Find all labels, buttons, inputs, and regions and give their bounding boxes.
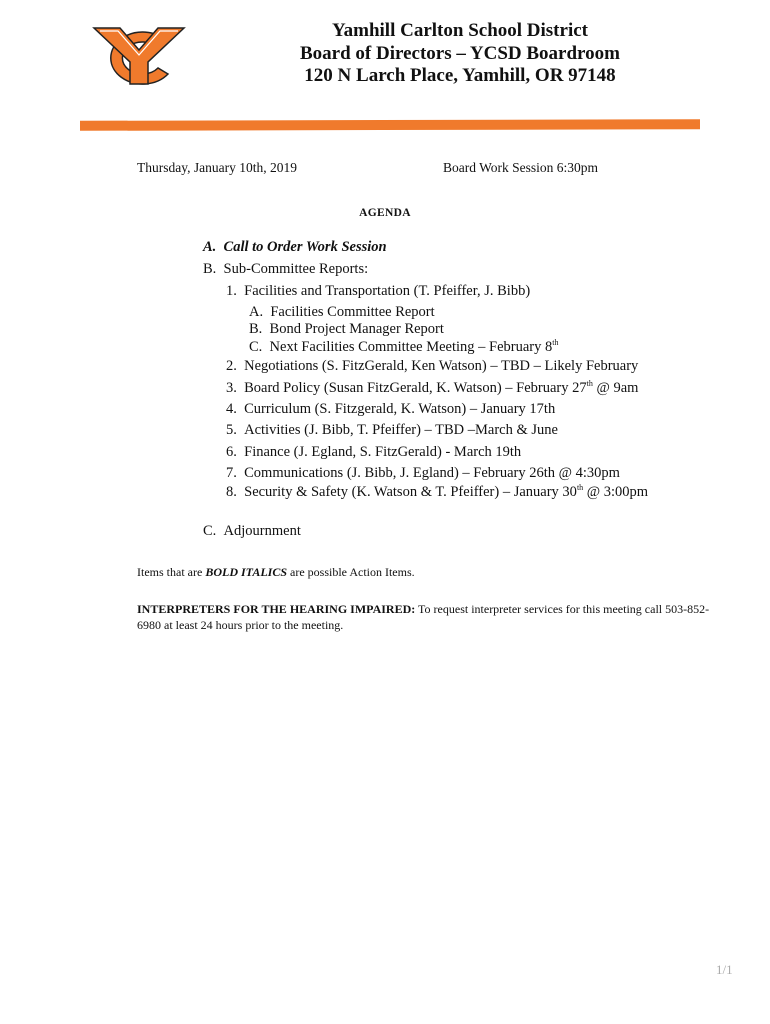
agenda-item-a	[203, 239, 387, 256]
notice-text: To request interpreter services for this meeting call 503-852-6980 at least 24 hours prior to the meeting.	[137, 602, 710, 632]
committee-item	[226, 422, 558, 439]
item-marker: B.	[203, 261, 217, 277]
meeting-session: Board Work Session 6:30pm	[443, 160, 599, 175]
committee-item	[226, 465, 620, 482]
committee-item	[226, 380, 638, 397]
item-text: Finance (J. Egland, S. FitzGerald) - March 19th	[244, 444, 522, 460]
committee-item	[226, 283, 530, 300]
item-text: Security & Safety (K. Watson & T. Pfeiffer) – January 30	[244, 484, 577, 500]
item-text: Communications (J. Bibb, J. Egland) – February 26th @ 4:30pm	[244, 465, 620, 481]
committee-item	[226, 444, 521, 461]
item-number: 7.	[226, 465, 237, 481]
board-location: Board of Directors – YCSD Boardroom	[300, 42, 620, 64]
agenda-item-c	[203, 523, 301, 540]
item-text: Adjournment	[223, 523, 301, 539]
superscript: th	[586, 379, 593, 389]
note-emphasis: BOLD ITALICS	[205, 565, 287, 579]
item-number: 5.	[226, 422, 237, 438]
item-text: Curriculum (S. Fitzgerald, K. Watson) – January 17th	[244, 401, 556, 417]
item-number: 3.	[226, 380, 237, 396]
item-number: 2.	[226, 358, 237, 374]
superscript: th	[576, 483, 584, 493]
item-number: 4.	[226, 401, 237, 417]
item-text: Facilities and Transportation (T. Pfeiffer, J. Bibb)	[244, 283, 531, 299]
item-text: Board Policy (Susan FitzGerald, K. Watson) – February 27	[244, 380, 587, 396]
facilities-sub-item	[249, 321, 444, 338]
item-text-after: @ 3:00pm	[583, 484, 649, 500]
letterhead	[250, 20, 670, 88]
committee-item	[226, 358, 638, 375]
item-text: Facilities Committee Report	[270, 304, 435, 320]
agenda-item-b	[203, 261, 368, 278]
item-number: 6.	[226, 444, 237, 460]
item-text: Activities (J. Bibb, T. Pfeiffer) – TBD –March & June	[244, 422, 558, 438]
interpreter-notice	[137, 601, 727, 633]
facilities-sub-item	[249, 339, 558, 356]
committee-item	[226, 484, 648, 501]
item-marker: B.	[249, 321, 263, 337]
agenda-title: AGENDA	[359, 207, 411, 219]
yc-monogram-logo	[90, 24, 188, 90]
notice-heading: INTERPRETERS FOR THE HEARING IMPAIRED:	[137, 602, 416, 616]
item-marker: A.	[203, 239, 217, 255]
committee-item	[226, 401, 555, 418]
district-name: Yamhill Carlton School District	[332, 20, 588, 41]
orange-divider	[80, 119, 700, 131]
item-text: Negotiations (S. FitzGerald, Ken Watson) – TBD – Likely February	[244, 358, 639, 374]
item-number: 8.	[226, 484, 237, 500]
address: 120 N Larch Place, Yamhill, OR 97148	[304, 65, 616, 86]
facilities-sub-item	[249, 304, 435, 321]
action-items-note	[137, 565, 415, 580]
item-text: Bond Project Manager Report	[269, 321, 444, 337]
item-text: Next Facilities Committee Meeting – February 8	[269, 339, 553, 355]
item-text: Call to Order Work Session	[223, 239, 387, 255]
superscript: th	[552, 338, 559, 348]
item-marker: A.	[249, 304, 264, 320]
note-text: Items that are	[137, 565, 206, 579]
item-text: Sub-Committee Reports:	[223, 261, 369, 277]
item-number: 1.	[226, 283, 237, 299]
item-text-after: @ 9am	[592, 380, 639, 396]
note-text: are possible Action Items.	[287, 565, 415, 579]
page-number: 1/1	[716, 962, 733, 977]
item-marker: C.	[249, 339, 263, 355]
item-marker: C.	[203, 523, 217, 539]
meeting-date: Thursday, January 10th, 2019	[137, 160, 297, 175]
